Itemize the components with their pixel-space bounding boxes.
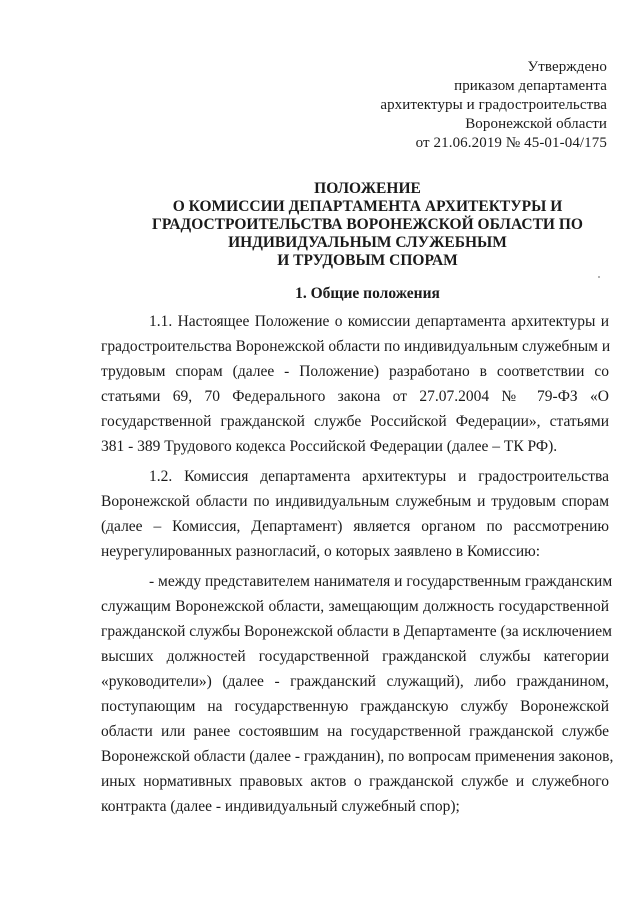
text-line: статьями 69, 70 Федерального закона от 27.07.2004 № 79-ФЗ «О (101, 388, 609, 405)
paragraph-1-1 (101, 309, 609, 459)
text-line: 381 - 389 Трудового кодекса Российской Федерации (далее – ТК РФ). (101, 438, 558, 455)
text-line: 1.1. Настоящее Положение о комиссии департамента архитектуры и (149, 313, 609, 330)
text-line: контракта (далее - индивидуальный служебный спор); (101, 798, 460, 815)
scan-speck (598, 276, 600, 278)
section-body (101, 309, 614, 819)
approval-line: приказом департамента (454, 78, 607, 94)
text-line: Воронежской области по индивидуальным служебным и трудовым спорам (101, 493, 609, 510)
text-line: поступающим на государственную гражданскую службу Воронежской (101, 698, 609, 715)
paragraph-1-2 (101, 464, 609, 564)
approval-line: архитектуры и градостроительства (380, 97, 607, 113)
text-line: высших должностей государственной гражданской службы категории (101, 648, 609, 665)
text-line: области или ранее состоявшим на государственной гражданской службе (101, 723, 609, 740)
document-title (100, 180, 635, 270)
text-line: Воронежской области (далее - гражданин), по вопросам применения законов, (101, 748, 614, 765)
title-line: ИНДИВИДУАЛЬНЫМ СЛУЖЕБНЫМ (228, 234, 507, 251)
approval-line: Воронежской области (465, 116, 607, 132)
text-line: гражданской службы Воронежской области в Департаменте (за исключением (101, 623, 612, 640)
text-line: - между представителем нанимателя и государственным гражданским (149, 573, 613, 590)
text-line: «руководители») (далее - гражданский служащий), либо гражданином, (101, 673, 609, 690)
title-line: ПОЛОЖЕНИЕ (314, 180, 421, 197)
title-line: О КОМИССИИ ДЕПАРТАМЕНТА АРХИТЕКТУРЫ И (172, 198, 563, 215)
title-line: И ТРУДОВЫМ СПОРАМ (277, 252, 458, 269)
text-line: трудовым спорам (далее - Положение) разработано в соответствии со (101, 363, 609, 380)
text-line: иных нормативных правовых актов о гражданской службе и служебного (101, 773, 609, 790)
title-line: ГРАДОСТРОИТЕЛЬСТВА ВОРОНЕЖСКОЙ ОБЛАСТИ ПО (152, 216, 583, 233)
section-heading: 1. Общие положения (295, 285, 440, 302)
text-line: 1.2. Комиссия департамента архитектуры и градостроительства (149, 468, 609, 485)
paragraph-list-item (101, 569, 614, 819)
text-line: государственной гражданской службе Российской Федерации», статьями (101, 413, 609, 430)
text-line: неурегулированных разногласий, о которых заявлено в Комиссию: (101, 543, 541, 560)
text-line: (далее – Комиссия, Департамент) является органом по рассмотрению (101, 518, 609, 535)
text-line: служащим Воронежской области, замещающим должность государственной (101, 598, 609, 615)
text-line: градостроительства Воронежской области по индивидуальным служебным и (101, 338, 611, 355)
approval-stamp (380, 58, 607, 153)
approval-order-number: от 21.06.2019 № 45-01-04/175 (415, 135, 607, 151)
approval-line: Утверждено (527, 59, 607, 75)
